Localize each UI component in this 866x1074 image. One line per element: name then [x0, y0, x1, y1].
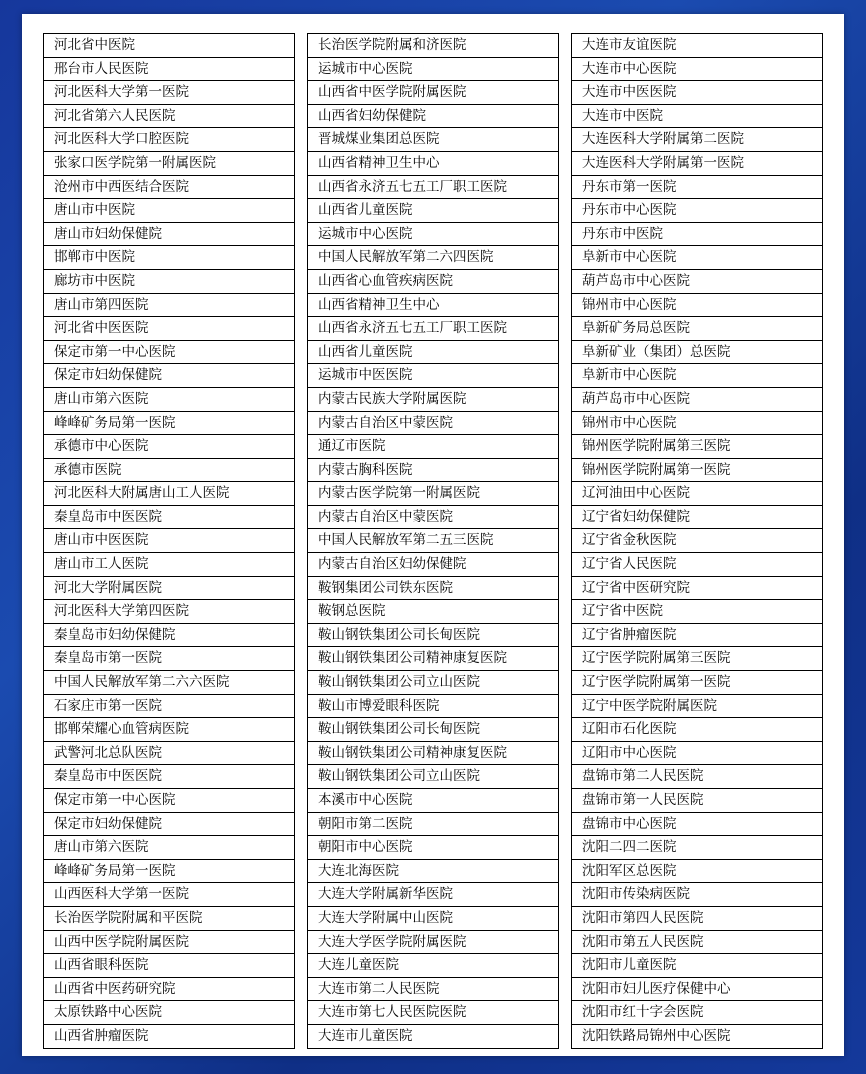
- table-row: 大连市儿童医院: [308, 1025, 558, 1049]
- table-row: 秦皇岛市第一医院: [44, 647, 294, 671]
- table-row: 河北省第六人民医院: [44, 105, 294, 129]
- table-row: 大连北海医院: [308, 860, 558, 884]
- table-row: 保定市第一中心医院: [44, 789, 294, 813]
- table-row: 运城市中心医院: [308, 58, 558, 82]
- table-row: 丹东市中医院: [572, 223, 822, 247]
- table-row: 鞍山钢铁集团公司精神康复医院: [308, 647, 558, 671]
- table-row: 运城市中心医院: [308, 223, 558, 247]
- table-row: 张家口医学院第一附属医院: [44, 152, 294, 176]
- table-row: 河北医科大学第一医院: [44, 81, 294, 105]
- table-row: 大连市第二人民医院: [308, 978, 558, 1002]
- table-row: 山西省精神卫生中心: [308, 294, 558, 318]
- table-row: 秦皇岛市中医医院: [44, 506, 294, 530]
- table-row: 大连市友谊医院: [572, 34, 822, 58]
- table-row: 辽宁省妇幼保健院: [572, 506, 822, 530]
- table-row: 辽河油田中心医院: [572, 482, 822, 506]
- table-row: 河北省中医医院: [44, 317, 294, 341]
- table-row: 辽宁省人民医院: [572, 553, 822, 577]
- table-row: 沈阳市传染病医院: [572, 883, 822, 907]
- table-row: 中国人民解放军第二六六医院: [44, 671, 294, 695]
- table-row: 邯郸市中医院: [44, 246, 294, 270]
- table-row: 保定市妇幼保健院: [44, 364, 294, 388]
- table-row: 沈阳市儿童医院: [572, 954, 822, 978]
- table-row: 沈阳市第五人民医院: [572, 931, 822, 955]
- table-column-3: [571, 33, 823, 1049]
- table-row: 保定市妇幼保健院: [44, 813, 294, 837]
- table-row: 大连儿童医院: [308, 954, 558, 978]
- table-row: 唐山市中医医院: [44, 529, 294, 553]
- table-row: 大连大学附属新华医院: [308, 883, 558, 907]
- table-row: 盘锦市第一人民医院: [572, 789, 822, 813]
- table-row: 秦皇岛市中医医院: [44, 765, 294, 789]
- document-page: [22, 14, 844, 1056]
- table-row: 中国人民解放军第二五三医院: [308, 529, 558, 553]
- table-row: 山西省妇幼保健院: [308, 105, 558, 129]
- table-row: 锦州市中心医院: [572, 294, 822, 318]
- table-row: 大连医科大学附属第一医院: [572, 152, 822, 176]
- table-row: 鞍山钢铁集团公司立山医院: [308, 671, 558, 695]
- table-row: 内蒙古自治区中蒙医院: [308, 506, 558, 530]
- table-row: 山西省精神卫生中心: [308, 152, 558, 176]
- table-row: 秦皇岛市妇幼保健院: [44, 624, 294, 648]
- table-row: 鞍山钢铁集团公司精神康复医院: [308, 742, 558, 766]
- table-row: 内蒙古民族大学附属医院: [308, 388, 558, 412]
- table-row: 晋城煤业集团总医院: [308, 128, 558, 152]
- table-row: 辽宁医学院附属第一医院: [572, 671, 822, 695]
- table-row: 峰峰矿务局第一医院: [44, 860, 294, 884]
- table-row: 辽宁省肿瘤医院: [572, 624, 822, 648]
- table-row: 山西省中医学院附属医院: [308, 81, 558, 105]
- table-row: 辽宁省金秋医院: [572, 529, 822, 553]
- table-row: 内蒙古自治区妇幼保健院: [308, 553, 558, 577]
- table-row: 盘锦市第二人民医院: [572, 765, 822, 789]
- table-row: 大连大学医学院附属医院: [308, 931, 558, 955]
- table-row: 阜新市中心医院: [572, 364, 822, 388]
- table-row: 邢台市人民医院: [44, 58, 294, 82]
- table-row: 辽宁医学院附属第三医院: [572, 647, 822, 671]
- table-row: 太原铁路中心医院: [44, 1001, 294, 1025]
- table-row: 河北医科大学第四医院: [44, 600, 294, 624]
- table-row: 唐山市第六医院: [44, 836, 294, 860]
- table-row: 承德市中心医院: [44, 435, 294, 459]
- table-row: 唐山市中医院: [44, 199, 294, 223]
- table-row: 本溪市中心医院: [308, 789, 558, 813]
- table-row: 唐山市第四医院: [44, 294, 294, 318]
- table-row: 鞍钢集团公司铁东医院: [308, 577, 558, 601]
- table-row: 河北医科大学口腔医院: [44, 128, 294, 152]
- table-row: 唐山市工人医院: [44, 553, 294, 577]
- table-row: 邯郸荣耀心血管病医院: [44, 718, 294, 742]
- table-row: 朝阳市第二医院: [308, 813, 558, 837]
- table-row: 峰峰矿务局第一医院: [44, 412, 294, 436]
- table-row: 辽阳市中心医院: [572, 742, 822, 766]
- table-row: 河北省中医院: [44, 34, 294, 58]
- table-row: 阜新矿务局总医院: [572, 317, 822, 341]
- table-row: 保定市第一中心医院: [44, 341, 294, 365]
- table-row: 山西省永济五七五工厂职工医院: [308, 176, 558, 200]
- table-row: 大连市中医院: [572, 105, 822, 129]
- table-row: 唐山市第六医院: [44, 388, 294, 412]
- table-row: 山西中医学院附属医院: [44, 931, 294, 955]
- table-row: 葫芦岛市中心医院: [572, 388, 822, 412]
- table-row: 内蒙古胸科医院: [308, 459, 558, 483]
- table-row: 山西省肿瘤医院: [44, 1025, 294, 1049]
- table-row: 大连医科大学附属第二医院: [572, 128, 822, 152]
- table-row: 内蒙古自治区中蒙医院: [308, 412, 558, 436]
- table-row: 丹东市第一医院: [572, 176, 822, 200]
- table-row: 沈阳铁路局锦州中心医院: [572, 1025, 822, 1049]
- table-row: 朝阳市中心医院: [308, 836, 558, 860]
- table-column-1: [43, 33, 295, 1049]
- table-row: 运城市中医医院: [308, 364, 558, 388]
- table-row: 鞍山市博爱眼科医院: [308, 695, 558, 719]
- table-row: 鞍山钢铁集团公司长甸医院: [308, 624, 558, 648]
- table-row: 山西医科大学第一医院: [44, 883, 294, 907]
- table-row: 大连市中心医院: [572, 58, 822, 82]
- table-row: 沈阳市妇儿医疗保健中心: [572, 978, 822, 1002]
- table-row: 大连市中医医院: [572, 81, 822, 105]
- table-row: 武警河北总队医院: [44, 742, 294, 766]
- table-row: 山西省眼科医院: [44, 954, 294, 978]
- table-row: 盘锦市中心医院: [572, 813, 822, 837]
- table-row: 山西省心血管疾病医院: [308, 270, 558, 294]
- table-row: 大连市第七人民医院医院: [308, 1001, 558, 1025]
- table-row: 鞍山钢铁集团公司立山医院: [308, 765, 558, 789]
- table-row: 大连大学附属中山医院: [308, 907, 558, 931]
- table-row: 辽宁省中医院: [572, 600, 822, 624]
- table-row: 廊坊市中医院: [44, 270, 294, 294]
- table-row: 承德市医院: [44, 459, 294, 483]
- table-row: 河北医科大附属唐山工人医院: [44, 482, 294, 506]
- table-row: 阜新矿业（集团）总医院: [572, 341, 822, 365]
- table-row: 锦州医学院附属第一医院: [572, 459, 822, 483]
- table-row: 山西省儿童医院: [308, 199, 558, 223]
- table-row: 山西省永济五七五工厂职工医院: [308, 317, 558, 341]
- table-row: 石家庄市第一医院: [44, 695, 294, 719]
- table-row: 沧州市中西医结合医院: [44, 176, 294, 200]
- table-row: 锦州医学院附属第三医院: [572, 435, 822, 459]
- table-row: 丹东市中心医院: [572, 199, 822, 223]
- table-row: 唐山市妇幼保健院: [44, 223, 294, 247]
- table-row: 沈阳市红十字会医院: [572, 1001, 822, 1025]
- table-row: 鞍钢总医院: [308, 600, 558, 624]
- table-row: 鞍山钢铁集团公司长甸医院: [308, 718, 558, 742]
- table-row: 沈阳市第四人民医院: [572, 907, 822, 931]
- hospital-list-table: [43, 33, 823, 1049]
- table-row: 通辽市医院: [308, 435, 558, 459]
- table-row: 中国人民解放军第二六四医院: [308, 246, 558, 270]
- table-row: 阜新市中心医院: [572, 246, 822, 270]
- table-row: 山西省儿童医院: [308, 341, 558, 365]
- table-row: 长治医学院附属和平医院: [44, 907, 294, 931]
- table-row: 河北大学附属医院: [44, 577, 294, 601]
- table-row: 沈阳二四二医院: [572, 836, 822, 860]
- table-row: 葫芦岛市中心医院: [572, 270, 822, 294]
- table-row: 锦州市中心医院: [572, 412, 822, 436]
- table-row: 辽宁中医学院附属医院: [572, 695, 822, 719]
- table-row: 沈阳军区总医院: [572, 860, 822, 884]
- table-column-2: [307, 33, 559, 1049]
- table-row: 辽阳市石化医院: [572, 718, 822, 742]
- table-row: 内蒙古医学院第一附属医院: [308, 482, 558, 506]
- table-row: 辽宁省中医研究院: [572, 577, 822, 601]
- table-row: 长治医学院附属和济医院: [308, 34, 558, 58]
- table-row: 山西省中医药研究院: [44, 978, 294, 1002]
